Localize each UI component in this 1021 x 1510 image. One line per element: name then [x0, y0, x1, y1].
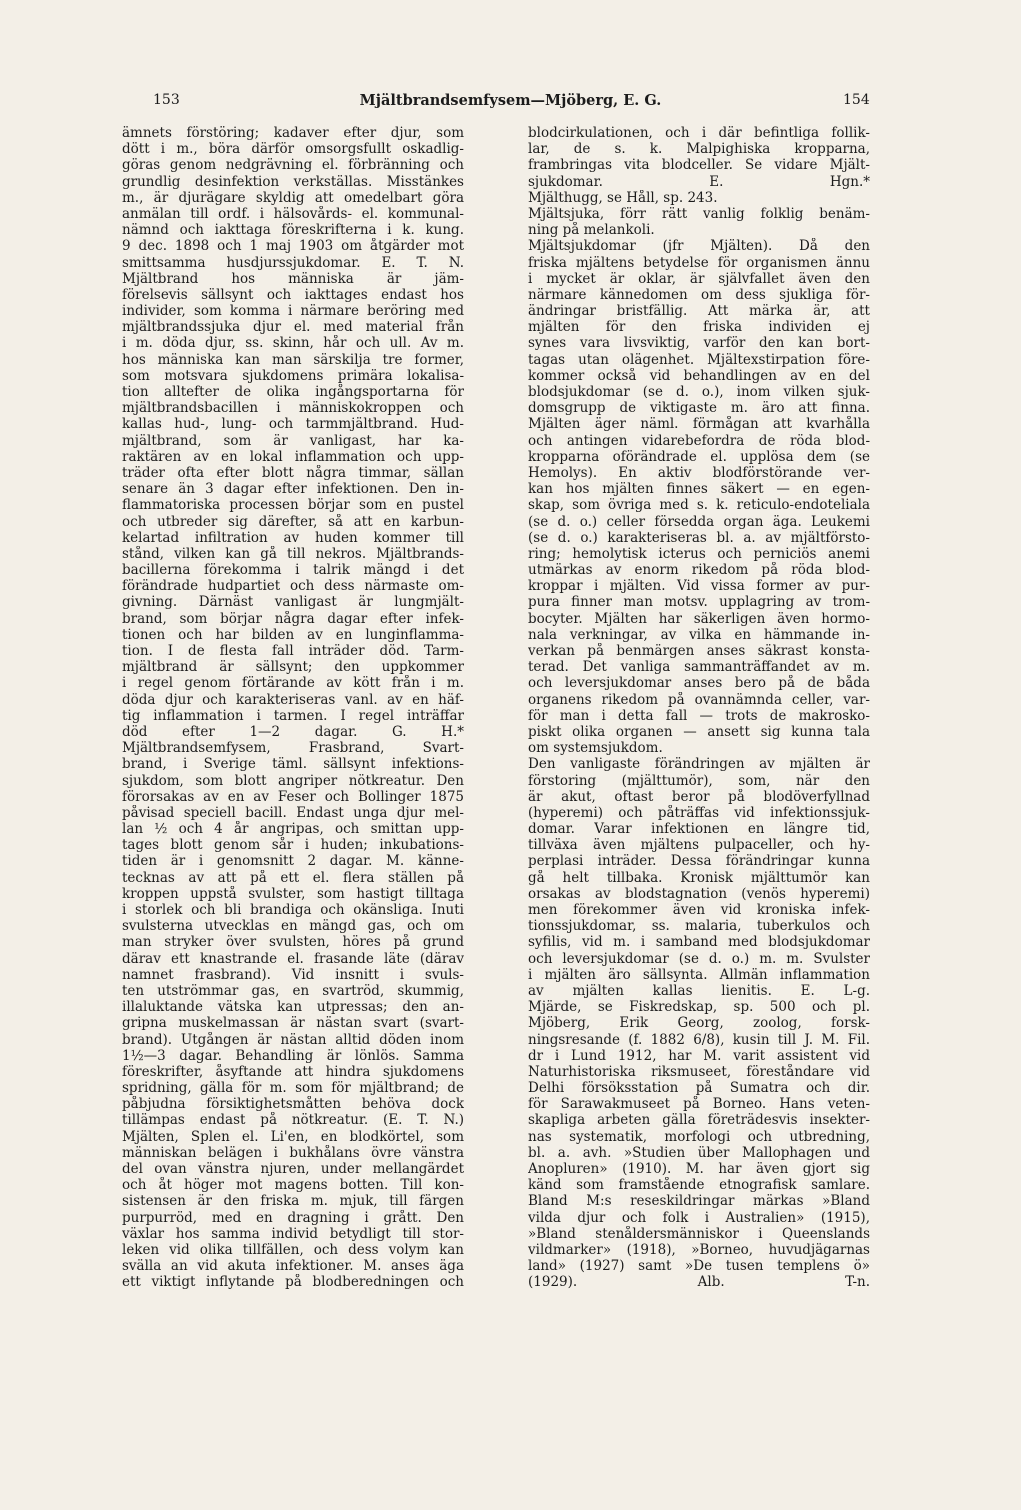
text-line: Naturhistoriska riksmuseet, föreståndare vid [528, 1063, 870, 1080]
text-line: leken vid olika tillfällen, och dess volym kan [122, 1241, 464, 1258]
text-line: död efter 1—2 dagar. G. H.* [122, 723, 464, 740]
text-line: nala verkningar, av vilka en hämmande in- [528, 626, 870, 643]
text-line: illaluktande vätska kan utpressas; den an- [122, 999, 464, 1016]
text-line: därav ett knastrande el. frasande läte (därav [122, 950, 464, 967]
text-line: kroppar i mjälten. Vid vissa former av pur- [528, 578, 870, 595]
text-line: purpurröd, med en dragning i grått. Den [122, 1209, 464, 1226]
text-line: gripna muskelmassan är nästan svart (svart- [122, 1015, 464, 1032]
text-line: Mjältbrandsemfysem, Frasbrand, Svart- [122, 740, 464, 757]
text-line: skap, som övriga med s. k. reticulo-endoteliala [528, 497, 870, 514]
text-line: tillväxa även mjältens pulpaceller, och hy- [528, 837, 870, 854]
text-line: pura finner man motsv. upplagring av trom- [528, 594, 870, 611]
text-line: och utbreder sig därefter, så att en karbun- [122, 513, 464, 530]
left-column [122, 125, 464, 1291]
text-line: för man i detta fall — trots de makrosko- [528, 707, 870, 724]
text-line: man stryker över svulsten, höres på grund [122, 934, 464, 951]
text-line: 9 dec. 1898 och 1 maj 1903 om åtgärder mot [122, 238, 464, 255]
text-line: m., är djurägare skyldig att omedelbart göra [122, 189, 464, 206]
text-line: påvisad speciell bacill. Endast unga djur mel- [122, 804, 464, 821]
text-line: syfilis, vid m. i samband med blodsjukdomar [528, 934, 870, 951]
text-line: orsakas av blodstagnation (venös hyperemi) [528, 885, 870, 902]
text-line: ten utströmmar gas, en svartröd, skummig, [122, 982, 464, 999]
text-line: Den vanligaste förändringen av mjälten är [528, 756, 870, 773]
text-line: mjältbrandssjuka djur el. med material från [122, 319, 464, 336]
text-line: mjältbrandsbacillen i människokroppen och [122, 400, 464, 417]
text-line: domar. Varar infektionen en längre tid, [528, 821, 870, 838]
text-line: träder ofta efter blott några timmar, sällan [122, 464, 464, 481]
text-line: perplasi inträder. Dessa förändringar kunna [528, 853, 870, 870]
text-line: smittsamma husdjurssjukdomar. E. T. N. [122, 254, 464, 271]
page-number-left: 153 [153, 92, 180, 108]
text-line: brand). Utgången är nästan alltid döden inom [122, 1031, 464, 1048]
text-line: brand, som börjar några dagar efter infek- [122, 610, 464, 627]
text-line: ning på melankoli. [528, 222, 655, 239]
text-line: nämnd och iakttaga föreskrifterna i k. kung. [122, 222, 464, 239]
text-line: tiden är i genomsnitt 2 dagar. M. känne- [122, 853, 464, 870]
text-line: Anopluren» (1910). M. har även gjort sig [528, 1161, 870, 1177]
text-line: skapliga arbeten gälla företrädesvis insekter- [528, 1112, 870, 1129]
text-line: utmärkas av enorm rikedom på röda blod- [528, 562, 870, 579]
text-line: Mjärde, se Fiskredskap, sp. 500 och pl. [528, 999, 870, 1016]
text-line: mjältbrand, som är vanligast, har ka- [122, 432, 464, 449]
text-line: tages blott genom sår i huden; inkubations- [122, 837, 464, 854]
text-line: ändringar bristfällig. Att märka är, att [528, 303, 870, 320]
text-line: kelartad infiltration av huden kommer till [122, 529, 464, 546]
text-line: sjukdom, som blott angriper nötkreatur. Den [122, 772, 464, 789]
text-line: om systemsjukdom. [528, 740, 663, 757]
text-line: blodcirkulationen, och i där befintliga follik- [528, 125, 870, 141]
text-line: förorsakas av en av Feser och Bollinger 1875 [122, 788, 464, 805]
text-line: tionen och har bilden av en lunginflamma- [122, 626, 464, 643]
text-line: gå helt tillbaka. Kronisk mjälttumör kan [528, 869, 870, 886]
text-line: för Sarawakmuseet på Borneo. Hans veten- [528, 1096, 870, 1113]
text-line: tagas utan olägenhet. Mjältexstirpation före- [528, 351, 870, 368]
text-line: senare än 3 dagar efter infektionen. Den in- [122, 481, 464, 498]
text-line: dött i m., böra därför omsorgsfullt oskadlig- [122, 141, 464, 158]
text-line: synes vara livsviktig, varför den kan bort- [528, 335, 870, 352]
text-line: Mjälten äger näml. förmågan att kvarhålla [528, 416, 870, 433]
text-line: Bland M:s reseskildringar märkas »Bland [528, 1193, 870, 1210]
text-line: tion. I de flesta fall inträder död. Tarm- [122, 643, 464, 659]
text-line: Mjöberg, Erik Georg, zoolog, forsk- [528, 1015, 870, 1032]
text-line: kroppen uppstå svulster, som hastigt tilltaga [122, 885, 464, 902]
text-line: tion alltefter de olika ingångsportarna för [122, 384, 464, 400]
text-line: frambringas vita blodceller. Se vidare Mjält- [528, 157, 870, 174]
text-line: svulsterna utvecklas en mängd gas, och om [122, 918, 464, 935]
text-line: döda djur och karakteriseras vanl. av en häf- [122, 691, 464, 708]
text-line: sistensen är den friska m. mjuk, till färgen [122, 1193, 464, 1210]
text-line: (1929). Alb. T-n. [528, 1274, 870, 1291]
text-line: Mjältbrand hos människa är jäm- [122, 270, 464, 287]
text-line: givning. Därnäst vanligast är lungmjält- [122, 594, 464, 611]
text-line: nas systematik, morfologi och utbredning, [528, 1128, 870, 1145]
text-line: tecknas av att på ett el. flera ställen på [122, 869, 464, 886]
text-line: kommer också vid behandlingen av en del [528, 367, 870, 384]
text-line: föreskrifter, åsyftande att hindra sjukdomens [122, 1063, 464, 1080]
text-line: men förekommer även vid kroniska infek- [528, 902, 870, 918]
text-line: (se d. o.) karakteriseras bl. a. av mjältförsto- [528, 529, 870, 546]
text-line: förstoring (mjälttumör), som, när den [528, 772, 870, 789]
text-line: ring; hemolytisk icterus och perniciös anemi [528, 545, 870, 562]
text-line: mjälten för den friska individen ej [528, 319, 870, 336]
text-line: blodsjukdomar (se d. o.), inom vilken sjuk- [528, 384, 870, 400]
text-line: vildmarker» (1918), »Borneo, huvudjägarnas [528, 1241, 870, 1258]
text-line: brand, i Sverige täml. sällsynt infektions- [122, 756, 464, 773]
text-line: (se d. o.) celler försedda organ äga. Leukemi [528, 513, 870, 530]
text-line: friska mjältens betydelse för organismen ännu [528, 254, 870, 271]
text-line: växlar hos samma individ betydligt till stor- [122, 1225, 464, 1242]
text-line: grundlig desinfektion verkställas. Misstänkes [122, 173, 464, 190]
text-line: mjältbrand är sällsynt; den uppkommer [122, 659, 464, 676]
text-line: Mjältsjukdomar (jfr Mjälten). Då den [528, 238, 870, 255]
text-line: i mjälten äro sällsynta. Allmän inflammation [528, 966, 870, 983]
text-line: Delhi försöksstation på Sumatra och dir. [528, 1080, 870, 1097]
page-number-right: 154 [843, 92, 870, 108]
text-line: av mjälten kallas lienitis. E. L-g. [528, 982, 870, 999]
text-line: ämnets förstöring; kadaver efter djur, som [122, 125, 464, 141]
text-line: lar, de s. k. Malpighiska kropparna, [528, 141, 870, 158]
text-line: hos människa kan man särskilja tre former, [122, 351, 464, 368]
text-line: dr i Lund 1912, har M. varit assistent vid [528, 1047, 870, 1064]
text-line: i regel genom förtärande av kött från i m. [122, 675, 464, 692]
text-line: och antingen vidarebefordra de röda blod- [528, 432, 870, 449]
text-line: och leversjukdomar (se d. o.) m. m. Svulster [528, 950, 870, 967]
text-line: spridning, gälla för m. som för mjältbrand; de [122, 1080, 464, 1097]
text-line: individer, som komma i närmare beröring med [122, 303, 464, 320]
text-line: stånd, vilken kan gå till nekros. Mjältbrands- [122, 545, 464, 562]
text-line: förelsevis sällsynt och iakttages endast hos [122, 286, 464, 303]
text-line: Mjälten, Splen el. Li'en, en blodkörtel, som [122, 1128, 464, 1145]
text-line: terad. Det vanliga sammanträffandet av m. [528, 659, 870, 676]
text-line: bl. a. avh. »Studien über Mallophagen und [528, 1144, 870, 1161]
text-line: organens rikedom på ovannämnda celler, var- [528, 691, 870, 708]
text-line: sjukdomar. E. Hgn.* [528, 173, 870, 190]
text-line: känd som framstående etnografisk samlare. [528, 1177, 870, 1194]
text-line: ett viktigt inflytande på blodberedningen och [122, 1274, 464, 1291]
text-line: svälla an vid akuta infektioner. M. anses äga [122, 1258, 464, 1275]
text-line: Mjälthugg, se Håll, sp. 243. [528, 189, 718, 206]
text-line: är akut, oftast beror på blodöverfyllnad [528, 788, 870, 805]
text-line: domsgrupp de viktigaste m. äro att finna. [528, 400, 870, 417]
text-line: »Bland stenåldersmänniskor i Queenslands [528, 1225, 870, 1242]
text-line: bocyter. Mjälten har säkerligen även hormo- [528, 610, 870, 627]
text-line: verkan på benmärgen anses säkrast konsta- [528, 643, 870, 659]
text-line: bacillerna förekomma i talrik mängd i det [122, 562, 464, 579]
text-line: kan hos mjälten finnes säkert — en egen- [528, 481, 870, 498]
text-line: del ovan vänstra njuren, under mellangärdet [122, 1161, 464, 1177]
text-line: 1½—3 dagar. Behandling är lönlös. Samma [122, 1047, 464, 1064]
text-line: Hemolys). En aktiv blodförstörande ver- [528, 464, 870, 481]
text-line: (hyperemi) och påträffas vid infektionssjuk- [528, 804, 870, 821]
text-line: namnet frasbrand). Vid insnitt i svuls- [122, 966, 464, 983]
text-line: tig inflammation i tarmen. I regel inträffar [122, 707, 464, 724]
text-line: piskt olika organen — ansett sig kunna tala [528, 723, 870, 740]
text-line: göras genom nedgrävning el. förbränning och [122, 157, 464, 174]
text-line: människan belägen i bukhålans övre vänstra [122, 1144, 464, 1161]
text-line: raktären av en lokal inflammation och upp- [122, 448, 464, 465]
text-line: och åt höger mot magens botten. Till kon- [122, 1177, 464, 1194]
text-line: och leversjukdomar anses bero på de båda [528, 675, 870, 692]
text-line: tillämpas endast på nötkreatur. (E. T. N.) [122, 1112, 464, 1129]
text-line: ningsresande (f. 1882 6/8), kusin till J. M. Fil. [528, 1031, 870, 1048]
text-line: kropparna oförändrade el. upplösa dem (se [528, 448, 870, 465]
text-line: i mycket är oklar, är självfallet även den [528, 270, 870, 287]
text-line: i m. döda djur, ss. skinn, hår och ull. Av m. [122, 335, 464, 352]
text-line: kallas hud-, lung- och tarmmjältbrand. Hud- [122, 416, 464, 433]
text-line: som motsvara sjukdomens primära lokalisa- [122, 367, 464, 384]
text-line: tionssjukdomar, ss. malaria, tuberkulos och [528, 918, 870, 935]
text-line: förändrade hudpartiet och dess närmaste om- [122, 578, 464, 595]
running-head: Mjältbrandsemfysem—Mjöberg, E. G. [359, 92, 662, 109]
text-line: påbjudna försiktighetsmåtten behöva dock [122, 1096, 464, 1113]
text-line: Mjältsjuka, förr rätt vanlig folklig benäm- [528, 205, 870, 222]
text-line: vilda djur och folk i Australien» (1915), [528, 1209, 870, 1226]
text-line: i storlek och bli brandiga och okänsliga. Inuti [122, 902, 464, 918]
text-line: flammatoriska processen börjar som en pustel [122, 497, 464, 514]
text-line: närmare kännedomen om dess sjukliga för- [528, 286, 870, 303]
text-line: anmälan till ordf. i hälsovårds- el. kommunal- [122, 205, 464, 222]
right-column [528, 125, 870, 1291]
text-line: land» (1927) samt »De tusen templens ö» [528, 1258, 870, 1275]
text-line: lan ½ och 4 år angripas, och smittan upp- [122, 821, 464, 838]
